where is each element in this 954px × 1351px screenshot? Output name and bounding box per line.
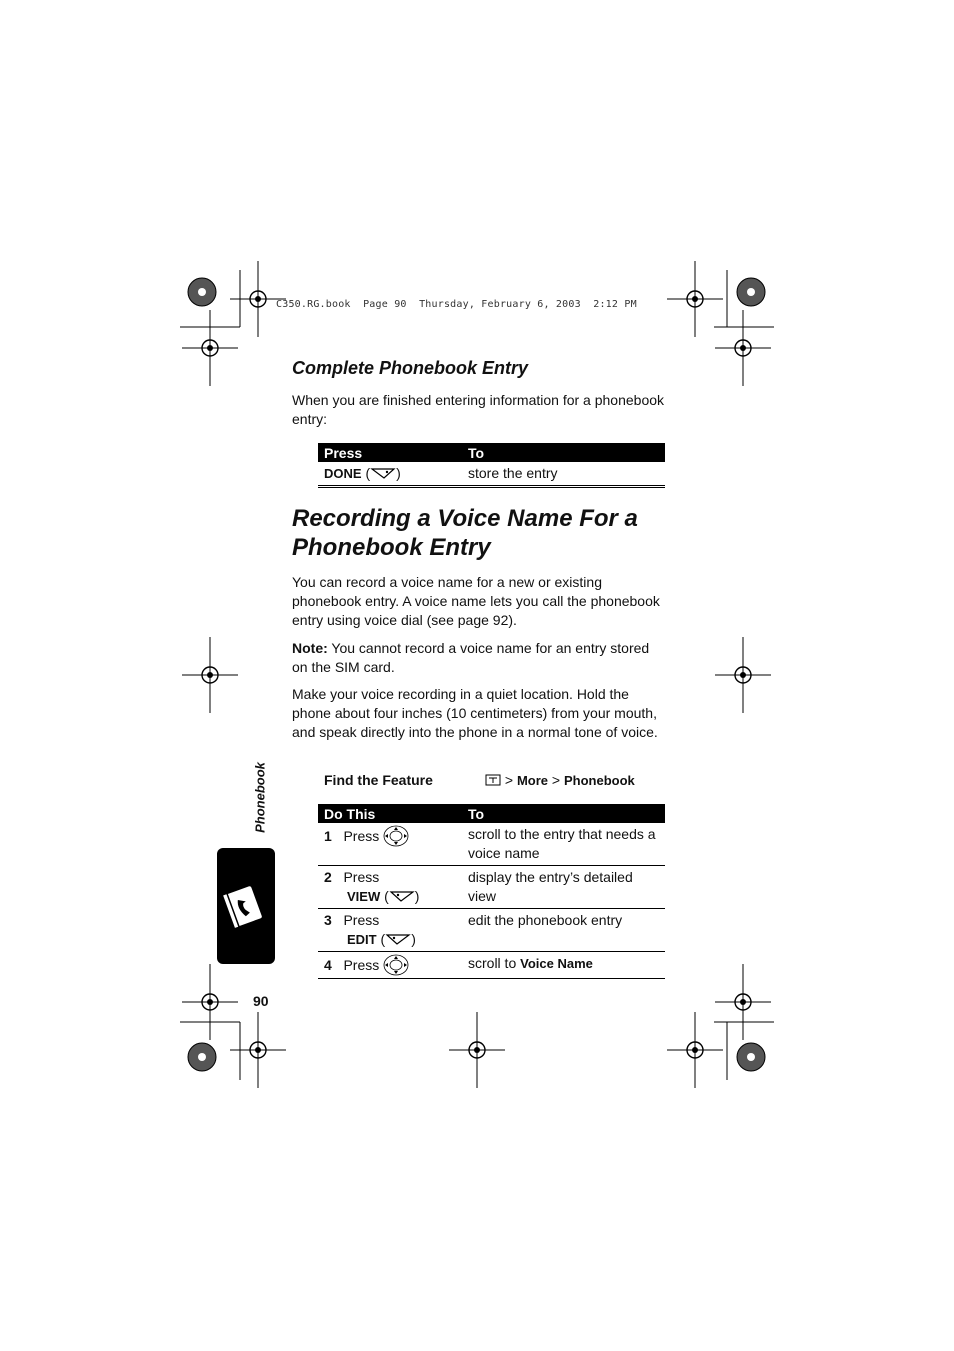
right-soft-key-icon: [370, 467, 396, 480]
menu-key-icon: [485, 774, 501, 786]
voice-name-label: Voice Name: [520, 956, 593, 971]
steps-table: [318, 804, 665, 979]
edit-key-label: EDIT: [347, 932, 377, 947]
press-cell: DONE ( ): [324, 465, 401, 481]
step-1-cell: [318, 823, 462, 866]
section-heading-complete: Complete Phonebook Entry: [292, 358, 529, 378]
left-soft-key-icon: [389, 890, 415, 903]
step-press: Press: [343, 957, 380, 973]
step-4-action-text: scroll to: [468, 955, 521, 971]
step-number: 3: [324, 912, 332, 928]
recording-para2: Make your voice recording in a quiet location. Hold the phone about four inches (10 centimeters) from your mouth, and speak directly into the phone in a normal tone of voice.: [292, 686, 658, 740]
step-4-cell: [318, 952, 462, 979]
recording-para1: You can record a voice name for a new or existing phonebook entry. A voice name lets you call the phonebook entry using voice dial (see page 92).: [292, 574, 660, 628]
section-heading-recording: Recording a Voice Name For a Phonebook Entry: [292, 505, 638, 561]
step-number: 2: [324, 869, 332, 885]
table-row: [318, 952, 665, 979]
action-cell: store the entry: [468, 465, 558, 481]
press-header: Press: [318, 443, 462, 462]
table-row: [318, 909, 665, 952]
table-row: [318, 823, 665, 866]
step-number: 1: [324, 828, 332, 844]
do-this-header: Do This: [318, 804, 462, 823]
phonebook-side-tab: [217, 848, 275, 964]
note-text: You cannot record a voice name for an entry stored on the SIM card.: [292, 640, 650, 675]
navigation-key-icon: [383, 954, 409, 976]
note-paragraph: [292, 639, 666, 677]
to-header-2: To: [462, 804, 665, 823]
step-3-cell: 3 Press EDIT ( ): [324, 912, 416, 947]
find-feature-label: Find the Feature: [324, 772, 433, 788]
phonebook-icon: [217, 848, 275, 964]
step-4-action: [462, 952, 665, 979]
table-row: [318, 866, 665, 909]
side-tab-label: Phonebook: [252, 762, 268, 833]
path-sep-2: >: [551, 772, 561, 788]
note-label: Note:: [292, 640, 328, 656]
table-row: [318, 462, 665, 487]
page-number: 90: [253, 993, 269, 1009]
path-sep-1: >: [504, 772, 514, 788]
step-1-action: scroll to the entry that needs a voice name: [468, 826, 656, 861]
step-2-action: display the entry’s detailed view: [468, 869, 633, 904]
press-table: [318, 443, 665, 488]
print-header: C350.RG.book Page 90 Thursday, February 6, 2003 2:12 PM: [276, 299, 637, 310]
done-key-label: DONE: [324, 466, 362, 481]
left-soft-key-icon: [385, 933, 411, 946]
find-feature-path: [485, 772, 635, 788]
complete-intro: When you are finished entering information for a phonebook entry:: [292, 392, 665, 427]
menu-more: More: [516, 773, 549, 788]
step-press: Press: [343, 828, 380, 844]
to-header: To: [462, 443, 665, 462]
step-2-cell: 2 Press VIEW ( ): [324, 869, 420, 904]
step-number: 4: [324, 957, 332, 973]
step-3-action: edit the phonebook entry: [468, 912, 623, 928]
navigation-key-icon: [383, 825, 409, 847]
step-press: Press: [343, 869, 380, 885]
view-key-label: VIEW: [347, 889, 381, 904]
step-press: Press: [343, 912, 380, 928]
menu-phonebook: Phonebook: [564, 773, 635, 788]
